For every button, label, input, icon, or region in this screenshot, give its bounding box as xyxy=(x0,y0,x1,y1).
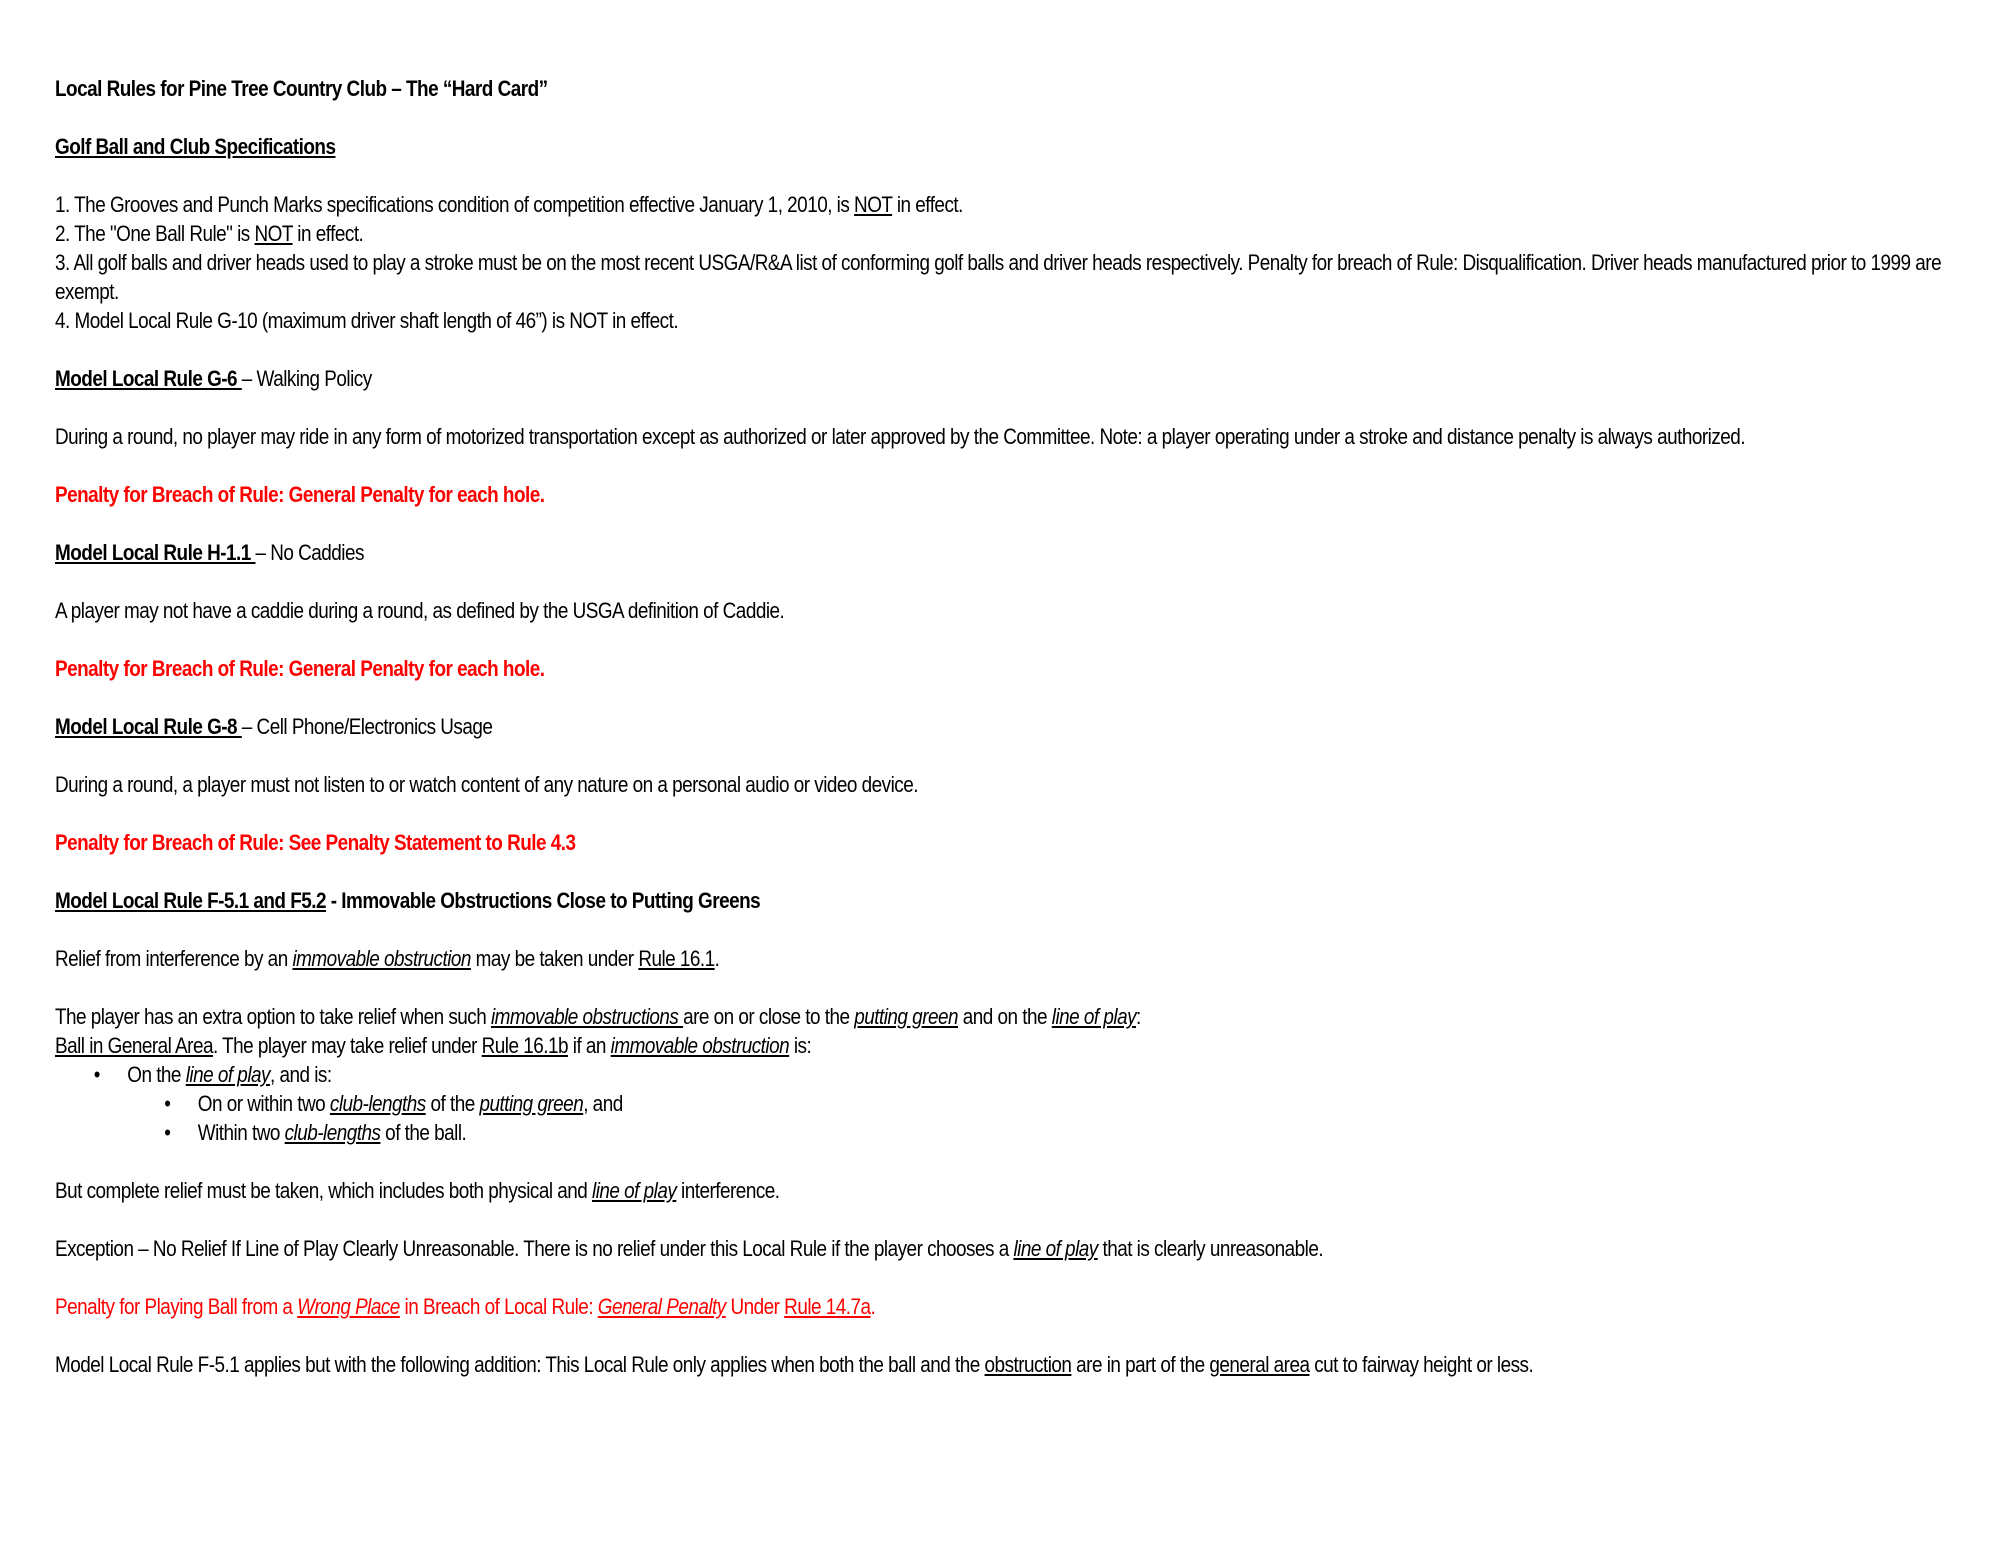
h11-heading: Model Local Rule H-1.1 – No Caddies xyxy=(55,540,364,565)
document-title: Local Rules for Pine Tree Country Club – The “Hard Card” xyxy=(55,76,548,101)
bullet-item-line-of-play: • On the line of play, and is: xyxy=(93,1062,332,1087)
f51-addition: Model Local Rule F-5.1 applies but with the following addition: This Local Rule only applies when both the ball and the obstruction are in part of the general area cut to fairway height or less. xyxy=(55,1352,1534,1377)
g6-heading: Model Local Rule G-6 – Walking Policy xyxy=(55,366,372,391)
bullet-item-ball: • Within two club-lengths of the ball. xyxy=(164,1120,467,1145)
f51-penalty: Penalty for Playing Ball from a Wrong Place in Breach of Local Rule: General Penalty Under Rule 14.7a. xyxy=(55,1294,876,1319)
f51-relief: Relief from interference by an immovable obstruction may be taken under Rule 16.1. xyxy=(55,946,720,971)
f51-heading: Model Local Rule F-5.1 and F5.2 - Immovable Obstructions Close to Putting Greens xyxy=(55,888,761,913)
spec-item-4: 4. Model Local Rule G-10 (maximum driver shaft length of 46”) is NOT in effect. xyxy=(55,308,679,333)
h11-penalty: Penalty for Breach of Rule: General Penalty for each hole. xyxy=(55,656,545,681)
bullet-icon: • xyxy=(164,1120,171,1145)
g8-text: During a round, a player must not listen to or watch content of any nature on a personal audio or video device. xyxy=(55,772,918,797)
spec-item-1: 1. The Grooves and Punch Marks specifications condition of competition effective January 1, 2010, is NOT in effect. xyxy=(55,192,963,217)
g8-penalty: Penalty for Breach of Rule: See Penalty Statement to Rule 4.3 xyxy=(55,830,576,855)
spec-item-2: 2. The "One Ball Rule" is NOT in effect. xyxy=(55,221,364,246)
f51-ball-general-area: Ball in General Area. The player may take relief under Rule 16.1b if an immovable obstruction is: xyxy=(55,1033,812,1058)
spec-heading: Golf Ball and Club Specifications xyxy=(55,134,336,159)
f51-complete-relief: But complete relief must be taken, which includes both physical and line of play interference. xyxy=(55,1178,780,1203)
g6-penalty: Penalty for Breach of Rule: General Penalty for each hole. xyxy=(55,482,545,507)
bullet-item-putting-green: • On or within two club-lengths of the putting green, and xyxy=(164,1091,623,1116)
f51-extra-option: The player has an extra option to take relief when such immovable obstructions are on or close to the putting green and on the line of play: xyxy=(55,1004,1141,1029)
h11-text: A player may not have a caddie during a round, as defined by the USGA definition of Caddie. xyxy=(55,598,785,623)
bullet-icon: • xyxy=(164,1091,171,1116)
bullet-icon: • xyxy=(93,1062,100,1087)
spec-item-3: 3. All golf balls and driver heads used to play a stroke must be on the most recent USGA/R&A list of conforming golf balls and driver heads respectively. Penalty for breach of Rule: Disqualification. Driver heads manufactured prior to 1999 are exempt. xyxy=(55,250,1942,304)
g8-heading: Model Local Rule G-8 – Cell Phone/Electronics Usage xyxy=(55,714,493,739)
f51-exception: Exception – No Relief If Line of Play Clearly Unreasonable. There is no relief under this Local Rule if the player chooses a line of play that is clearly unreasonable. xyxy=(55,1236,1324,1261)
g6-text: During a round, no player may ride in any form of motorized transportation except as authorized or later approved by the Committee. Note: a player operating under a stroke and distance penalty is always authorized. xyxy=(55,424,1746,449)
